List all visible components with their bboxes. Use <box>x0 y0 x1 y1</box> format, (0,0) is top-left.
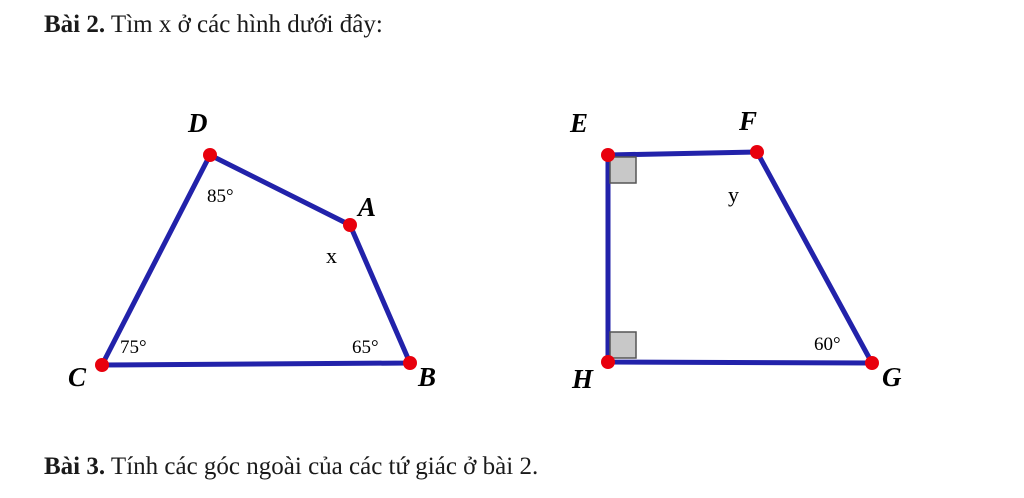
exercise-2-text: Tìm x ở các hình dưới đây: <box>105 11 383 38</box>
vertex-point-e <box>601 148 615 162</box>
right-angle-marker-h <box>610 332 636 358</box>
figures-container <box>0 70 1024 430</box>
exercise-2-heading <box>44 10 383 40</box>
vertex-label-d: D <box>188 108 208 138</box>
vertex-point-f <box>750 145 764 159</box>
vertex-point-b <box>403 356 417 370</box>
quadrilateral-abcd-outline <box>102 155 410 365</box>
unknown-label-y: y <box>728 182 739 207</box>
vertex-point-g <box>865 356 879 370</box>
vertex-point-a <box>343 218 357 232</box>
vertex-point-d <box>203 148 217 162</box>
vertex-label-e: E <box>570 108 589 138</box>
exercise-2-label: Bài 2. <box>44 11 106 38</box>
vertex-label-f: F <box>739 106 758 136</box>
vertex-label-a: A <box>358 192 377 222</box>
vertex-label-c: C <box>68 362 87 392</box>
angle-label-c: 75° <box>120 337 147 358</box>
figure-quadrilateral-efgh <box>520 70 960 430</box>
exercise-3-heading <box>44 452 538 482</box>
angle-label-b: 65° <box>352 337 379 358</box>
vertex-point-c <box>95 358 109 372</box>
right-angle-marker-e <box>610 157 636 183</box>
angle-label-d: 85° <box>207 186 234 207</box>
unknown-label-x: x <box>326 243 337 268</box>
exercise-3-label: Bài 3. <box>44 453 106 480</box>
quadrilateral-efgh-outline <box>608 152 872 363</box>
vertex-label-g: G <box>882 362 902 392</box>
vertex-label-h: H <box>572 364 594 394</box>
vertex-point-h <box>601 355 615 369</box>
angle-label-g: 60° <box>814 334 841 355</box>
vertex-label-b: B <box>418 362 437 392</box>
exercise-3-text: Tính các góc ngoài của các tứ giác ở bài 2. <box>105 453 539 480</box>
figure-quadrilateral-abcd <box>40 70 480 430</box>
